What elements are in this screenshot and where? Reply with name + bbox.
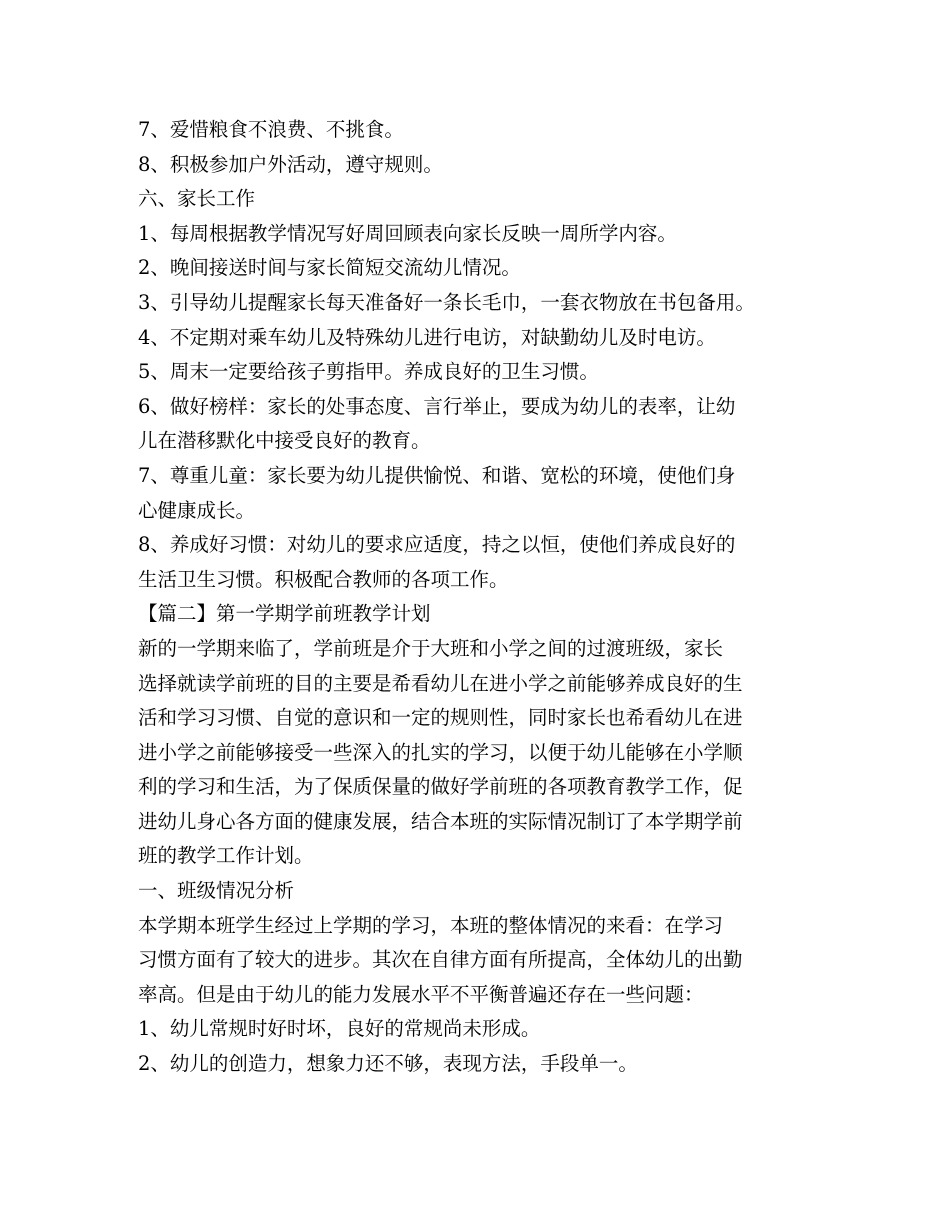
text-line: 利的学习和生活，为了保质保量的做好学前班的各项教育教学工作，促	[138, 775, 743, 799]
text-line: 率高。但是由于幼儿的能力发展水平不平衡普遍还存在一些问题：	[138, 982, 704, 1006]
text-line: 活和学习习惯、自觉的意识和一定的规则性，同时家长也希看幼儿在进	[138, 706, 743, 730]
section-heading: 六、家长工作	[138, 187, 256, 211]
text-line: 7、爱惜粮食不浪费、不挑食。	[138, 118, 404, 141]
text-line: 4、不定期对乘车幼儿及特殊幼儿进行电访，对缺勤幼儿及时电访。	[138, 325, 716, 349]
text-line: 2、晚间接送时间与家长简短交流幼儿情况。	[138, 256, 521, 280]
section-heading: 一、班级情况分析	[138, 879, 295, 903]
text-line: 习惯方面有了较大的进步。其次在自律方面有所提高，全体幼儿的出勤	[138, 948, 743, 972]
text-line: 儿在潜移默化中接受良好的教育。	[138, 429, 431, 453]
text-line: 班的教学工作计划。	[138, 844, 314, 868]
text-line: 进小学之前能够接受一些深入的扎实的学习，以便于幼儿能够在小学顺	[138, 740, 743, 764]
text-line: 新的一学期来临了，学前班是介于大班和小学之间的过渡班级，家长	[138, 636, 724, 660]
text-line: 5、周末一定要给孩子剪指甲。养成良好的卫生习惯。	[138, 360, 599, 384]
text-line: 1、每周根据教学情况写好周回顾表向家长反映一周所学内容。	[138, 221, 677, 245]
text-line: 生活卫生习惯。积极配合教师的各项工作。	[138, 567, 509, 591]
text-line: 选择就读学前班的目的主要是希看幼儿在进小学之前能够养成良好的生	[138, 671, 743, 695]
text-line: 8、积极参加户外活动，遵守规则。	[138, 152, 443, 176]
text-line: 心健康成长。	[138, 498, 256, 522]
text-line: 8、养成好习惯：对幼儿的要求应适度，持之以恒，使他们养成良好的	[138, 533, 736, 557]
text-line: 进幼儿身心各方面的健康发展，结合本班的实际情况制订了本学期学前	[138, 809, 743, 833]
text-line: 6、做好榜样：家长的处事态度、言行举止，要成为幼儿的表率，让幼	[138, 394, 736, 418]
text-line: 本学期本班学生经过上学期的学习，本班的整体情况的来看：在学习	[138, 913, 724, 937]
text-line: 7、尊重儿童：家长要为幼儿提供愉悦、和谐、宽松的环境，使他们身	[138, 463, 736, 487]
text-line: 3、引导幼儿提醒家长每天准备好一条长毛巾，一套衣物放在书包备用。	[138, 290, 755, 314]
text-line: 2、幼儿的创造力，想象力还不够，表现方法，手段单一。	[138, 1052, 638, 1076]
article-title: 【篇二】第一学期学前班教学计划	[138, 602, 431, 626]
text-line: 1、幼儿常规时好时坏，良好的常规尚未形成。	[138, 1017, 541, 1041]
document-body	[138, 113, 828, 1082]
